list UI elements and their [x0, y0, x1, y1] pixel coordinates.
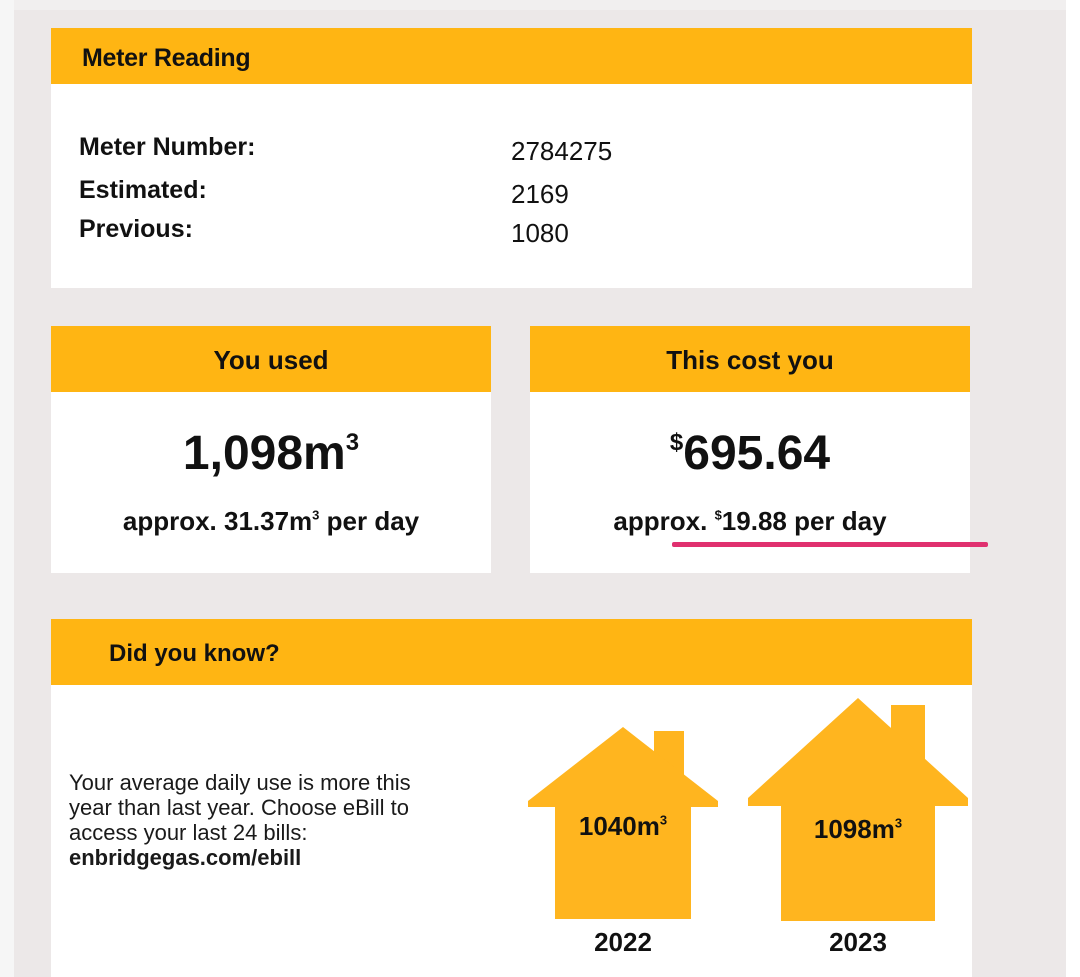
cost-amount — [530, 426, 970, 481]
previous-label: Previous: — [79, 215, 193, 243]
did-you-know-card — [51, 619, 972, 977]
year-2023-label: 2023 — [829, 927, 887, 957]
year-2022-label: 2022 — [594, 927, 652, 957]
cost-amount-number: 695.64 — [683, 427, 831, 480]
house-icon-2022 — [528, 727, 718, 919]
previous-value: 1080 — [511, 218, 569, 248]
cost-daily-currency-sup: $ — [714, 507, 722, 523]
cost-daily-suffix: 19.88 per day — [721, 506, 887, 536]
page-left-edge — [0, 0, 14, 977]
house-value-2022-sup: 3 — [659, 812, 668, 828]
meter-reading-card — [51, 28, 972, 288]
page-top-edge — [0, 0, 1080, 10]
did-you-know-line-3: access your last 24 bills: — [69, 820, 308, 845]
usage-title: You used — [213, 345, 329, 375]
cost-card — [530, 326, 970, 573]
meter-reading-header — [51, 28, 972, 84]
usage-card — [51, 326, 491, 573]
cost-title: This cost you — [666, 345, 834, 375]
annotation-underline — [672, 542, 988, 547]
did-you-know-header — [51, 619, 972, 685]
did-you-know-title: Did you know? — [109, 640, 280, 667]
estimated-value: 2169 — [511, 179, 569, 209]
house-value-2023-sup: 3 — [894, 815, 903, 831]
house-value-2023 — [748, 814, 968, 845]
did-you-know-line-2: year than last year. Choose eBill to — [69, 795, 409, 820]
did-you-know-text — [69, 770, 509, 870]
usage-daily-prefix: approx. 31.37m — [122, 506, 313, 536]
usage-amount — [51, 426, 491, 481]
house-value-2023-number: 1098m — [813, 814, 895, 844]
did-you-know-line-1: Your average daily use is more this — [69, 770, 411, 795]
cost-currency-sup: $ — [669, 428, 684, 456]
usage-amount-unit-sup: 3 — [345, 428, 360, 456]
page-right-edge — [1066, 0, 1080, 977]
house-value-2022 — [528, 811, 718, 842]
estimated-label: Estimated: — [79, 176, 207, 204]
usage-amount-number: 1,098m — [182, 427, 346, 480]
usage-header — [51, 326, 491, 392]
usage-daily-suffix: per day — [319, 506, 420, 536]
meter-number-value: 2784275 — [511, 136, 613, 166]
ebill-link[interactable]: enbridgegas.com/ebill — [69, 845, 302, 870]
cost-daily — [530, 506, 970, 537]
meter-reading-title: Meter Reading — [82, 44, 251, 72]
cost-header — [530, 326, 970, 392]
house-icon-2023 — [748, 698, 968, 921]
usage-daily — [51, 506, 491, 537]
meter-number-label: Meter Number: — [79, 133, 256, 161]
house-shape-2023 — [748, 698, 968, 921]
house-value-2022-number: 1040m — [578, 811, 660, 841]
usage-daily-unit-sup: 3 — [312, 507, 320, 523]
cost-daily-prefix: approx. — [613, 506, 715, 536]
